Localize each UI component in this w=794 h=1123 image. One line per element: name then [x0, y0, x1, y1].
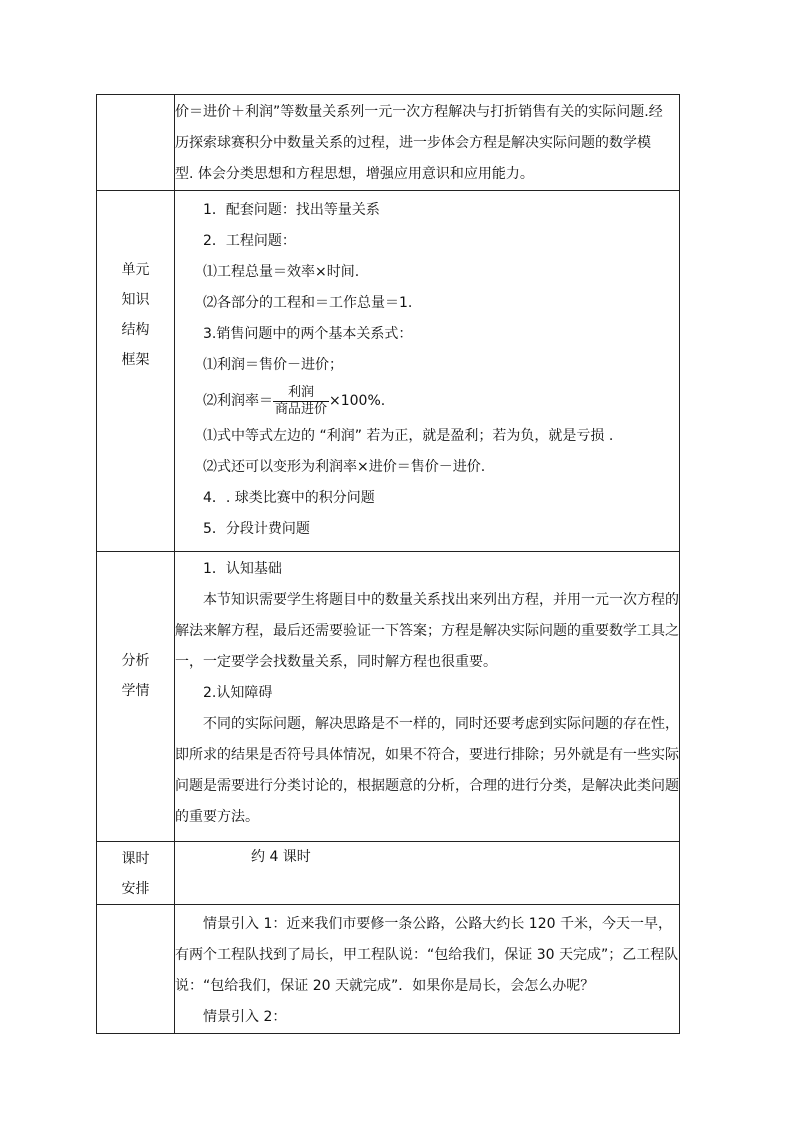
- knowledge-label: [97, 191, 175, 552]
- lesson-row: [97, 842, 680, 905]
- lesson-content: [175, 842, 680, 905]
- objectives-line: 价＝进价＋利润”等数量关系列一元一次方程解决与打折销售有关的实际问题.经: [175, 104, 663, 120]
- lesson-duration: 约 4 课时: [251, 849, 311, 865]
- analysis-content: [175, 552, 680, 842]
- knowledge-item: ⑵式还可以变形为利润率×进价＝售价－进价.: [203, 459, 486, 475]
- analysis-label: [97, 552, 175, 842]
- scenario-label-cell: [97, 905, 175, 1034]
- scenario-paragraph: 情景引入 2：: [203, 1009, 287, 1025]
- scenario-row: [97, 905, 680, 1034]
- formula-prefix: ⑵利润率＝: [203, 393, 273, 409]
- analysis-heading: 1．认知基础: [203, 561, 282, 577]
- objectives-line: 型. 体会分类思想和方程思想，增强应用意识和应用能力。: [175, 166, 534, 182]
- objectives-row: [97, 95, 680, 191]
- fraction-denominator: 商品进价: [275, 401, 328, 417]
- label-line: 学情: [121, 683, 150, 699]
- analysis-row: [97, 552, 680, 842]
- knowledge-item: 5．分段计费问题: [203, 521, 310, 537]
- objectives-content-cell: [175, 95, 680, 191]
- analysis-paragraph: 不同的实际问题，解决思路是不一样的，同时还要考虑到实际问题的存在性，即所求的结果是否符号具体情况，如果不符合，要进行排除；另外就是有一些实际问题是需要进行分类讨论的，根据题意的分析，合理的进行分类，是解决此类问题的重要方法。: [175, 716, 679, 825]
- label-line: 结构: [121, 322, 150, 338]
- label-line: 分析: [121, 653, 150, 669]
- label-line: 单元: [121, 262, 150, 278]
- knowledge-row: [97, 191, 680, 552]
- label-line: 课时: [121, 851, 150, 867]
- knowledge-item: ⑴式中等式左边的 “利润” 若为正，就是盈利；若为负，就是亏损 .: [203, 428, 614, 444]
- knowledge-item: 2．工程问题：: [203, 233, 296, 249]
- lesson-label: [97, 842, 175, 905]
- objectives-label-cell: [97, 95, 175, 191]
- objectives-line: 历探索球赛积分中数量关系的过程，进一步体会方程是解决实际问题的数学模: [175, 135, 651, 151]
- knowledge-item: 1．配套问题：找出等量关系: [203, 202, 380, 218]
- label-line: 知识: [121, 292, 150, 308]
- knowledge-item: 3.销售问题中的两个基本关系式：: [203, 326, 413, 342]
- analysis-paragraph: 本节知识需要学生将题目中的数量关系找出来列出方程，并用一元一次方程的解法来解方程，最后还需要验证一下答案；方程是解决实际问题的重要数学工具之一，一定要学会找数量关系，同时解方程也很重要。: [175, 592, 679, 670]
- formula-suffix: ×100%.: [329, 393, 386, 409]
- label-line: 框架: [121, 352, 150, 368]
- knowledge-item: 4．. 球类比赛中的积分问题: [203, 490, 375, 506]
- scenario-paragraph: 情景引入 1：近来我们市要修一条公路，公路大约长 120 千米，今天一早，有两个工程队找到了局长，甲工程队说：“包给我们，保证 30 天完成”；乙工程队说：“包给我们，保证 20 天就完成”．如果你是局长，会怎么办呢？: [175, 916, 679, 994]
- fraction-numerator: 利润: [273, 385, 329, 402]
- knowledge-item: ⑴工程总量＝效率×时间.: [203, 264, 360, 280]
- profit-rate-formula: [175, 381, 679, 421]
- lesson-plan-table: [96, 94, 680, 1034]
- knowledge-content: [175, 191, 680, 552]
- fraction: [273, 385, 329, 418]
- knowledge-item: ⑴利润＝售价－进价；: [203, 357, 343, 373]
- analysis-heading: 2.认知障碍: [203, 685, 273, 701]
- label-line: 安排: [121, 881, 150, 897]
- knowledge-item: ⑵各部分的工程和＝工作总量＝1.: [203, 295, 413, 311]
- scenario-content: [175, 905, 680, 1034]
